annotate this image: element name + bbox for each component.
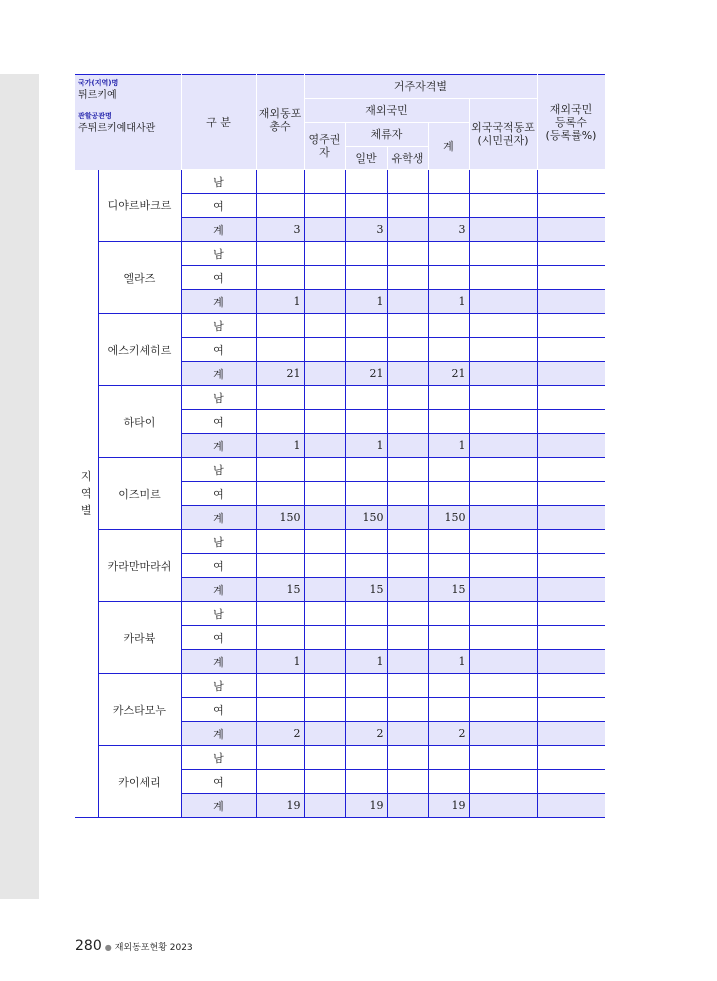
row-kind-label: 여: [181, 626, 256, 650]
empty-cell: [345, 698, 387, 722]
empty-cell: [469, 314, 537, 338]
row-kind-label: 계: [181, 434, 256, 458]
empty-cell: [469, 434, 537, 458]
empty-cell: [304, 386, 345, 410]
empty-cell: [537, 578, 605, 602]
empty-cell: [428, 314, 469, 338]
empty-cell: [428, 770, 469, 794]
empty-cell: [345, 626, 387, 650]
empty-cell: [537, 698, 605, 722]
empty-cell: [469, 458, 537, 482]
row-kind-label: 계: [181, 578, 256, 602]
table-row: [75, 314, 605, 338]
empty-cell: [537, 218, 605, 242]
residence-status-header: 거주자격별: [304, 75, 537, 99]
region-name: 하타이: [98, 386, 181, 458]
region-name: 에스키셰히르: [98, 314, 181, 386]
row-kind-label: 여: [181, 194, 256, 218]
empty-cell: [428, 386, 469, 410]
page-number: 280: [75, 938, 102, 954]
table-row: [75, 674, 605, 698]
region-name: 이즈미르: [98, 458, 181, 530]
row-kind-label: 여: [181, 410, 256, 434]
statistics-table: [75, 74, 606, 818]
empty-cell: [428, 194, 469, 218]
row-kind-label: 계: [181, 722, 256, 746]
mission-caption: 관할공관명: [78, 112, 112, 120]
foreign-header-line1: 외국국적동포: [471, 121, 535, 134]
empty-cell: [469, 506, 537, 530]
cell-total: 1: [256, 290, 304, 314]
cell-subtotal: 1: [428, 434, 469, 458]
empty-cell: [537, 794, 605, 818]
empty-cell: [256, 386, 304, 410]
empty-cell: [469, 698, 537, 722]
row-kind-label: 계: [181, 290, 256, 314]
empty-cell: [469, 602, 537, 626]
empty-cell: [428, 338, 469, 362]
empty-cell: [537, 602, 605, 626]
empty-cell: [304, 338, 345, 362]
empty-cell: [537, 722, 605, 746]
empty-cell: [537, 674, 605, 698]
empty-cell: [537, 554, 605, 578]
empty-cell: [304, 194, 345, 218]
empty-cell: [469, 242, 537, 266]
empty-cell: [469, 770, 537, 794]
empty-cell: [428, 746, 469, 770]
empty-cell: [304, 266, 345, 290]
empty-cell: [387, 170, 428, 194]
empty-cell: [469, 266, 537, 290]
empty-cell: [345, 674, 387, 698]
empty-cell: [345, 314, 387, 338]
empty-cell: [537, 530, 605, 554]
empty-cell: [304, 218, 345, 242]
table-row: [75, 458, 605, 482]
empty-cell: [304, 410, 345, 434]
permanent-header: 영주권자: [304, 123, 345, 170]
empty-cell: [304, 554, 345, 578]
cell-total: 15: [256, 578, 304, 602]
empty-cell: [256, 170, 304, 194]
student-header: 유학생: [387, 147, 428, 170]
empty-cell: [345, 410, 387, 434]
empty-cell: [387, 218, 428, 242]
empty-cell: [537, 266, 605, 290]
empty-cell: [256, 194, 304, 218]
empty-cell: [345, 266, 387, 290]
cell-subtotal: 21: [428, 362, 469, 386]
empty-cell: [387, 362, 428, 386]
region-name: 엘라즈: [98, 242, 181, 314]
empty-cell: [345, 770, 387, 794]
row-kind-label: 남: [181, 386, 256, 410]
empty-cell: [304, 578, 345, 602]
empty-cell: [469, 554, 537, 578]
empty-cell: [428, 554, 469, 578]
empty-cell: [256, 482, 304, 506]
empty-cell: [304, 506, 345, 530]
empty-cell: [387, 650, 428, 674]
empty-cell: [537, 770, 605, 794]
cell-total: 150: [256, 506, 304, 530]
empty-cell: [304, 170, 345, 194]
region-name: 카라만마라쉬: [98, 530, 181, 602]
empty-cell: [537, 242, 605, 266]
empty-cell: [428, 674, 469, 698]
empty-cell: [469, 626, 537, 650]
empty-cell: [428, 530, 469, 554]
empty-cell: [469, 386, 537, 410]
empty-cell: [304, 674, 345, 698]
header-corner: [75, 75, 181, 170]
empty-cell: [469, 362, 537, 386]
empty-cell: [537, 626, 605, 650]
empty-cell: [387, 266, 428, 290]
general-header: 일반: [345, 147, 387, 170]
cell-total: 21: [256, 362, 304, 386]
table-row: [75, 242, 605, 266]
empty-cell: [428, 242, 469, 266]
cell-general: 19: [345, 794, 387, 818]
sojourner-header: 체류자: [345, 123, 428, 147]
row-kind-label: 남: [181, 458, 256, 482]
empty-cell: [537, 482, 605, 506]
empty-cell: [469, 650, 537, 674]
empty-cell: [387, 242, 428, 266]
row-kind-label: 남: [181, 674, 256, 698]
empty-cell: [387, 458, 428, 482]
foreign-header: [469, 99, 537, 170]
cell-total: 2: [256, 722, 304, 746]
empty-cell: [304, 362, 345, 386]
total-header-line1: 재외동포: [258, 107, 302, 120]
empty-cell: [387, 506, 428, 530]
cell-subtotal: 150: [428, 506, 469, 530]
row-kind-label: 남: [181, 242, 256, 266]
empty-cell: [469, 290, 537, 314]
empty-cell: [428, 602, 469, 626]
empty-cell: [387, 578, 428, 602]
table-row: [75, 602, 605, 626]
empty-cell: [537, 434, 605, 458]
empty-cell: [428, 626, 469, 650]
row-kind-label: 계: [181, 506, 256, 530]
row-kind-label: 여: [181, 338, 256, 362]
empty-cell: [345, 386, 387, 410]
empty-cell: [304, 530, 345, 554]
region-name: 디야르바크르: [98, 170, 181, 242]
empty-cell: [304, 650, 345, 674]
region-name: 카이세리: [98, 746, 181, 818]
empty-cell: [304, 242, 345, 266]
row-kind-label: 계: [181, 650, 256, 674]
cell-general: 21: [345, 362, 387, 386]
empty-cell: [256, 242, 304, 266]
table-row: [75, 170, 605, 194]
empty-cell: [537, 650, 605, 674]
empty-cell: [256, 626, 304, 650]
empty-cell: [345, 554, 387, 578]
empty-cell: [537, 386, 605, 410]
group-label: [75, 170, 98, 818]
cell-general: 1: [345, 434, 387, 458]
registered-header-line1: 재외국민: [549, 102, 593, 116]
row-kind-label: 남: [181, 530, 256, 554]
empty-cell: [345, 746, 387, 770]
empty-cell: [469, 578, 537, 602]
empty-cell: [469, 674, 537, 698]
row-kind-label: 남: [181, 170, 256, 194]
empty-cell: [256, 530, 304, 554]
empty-cell: [537, 362, 605, 386]
empty-cell: [387, 626, 428, 650]
empty-cell: [537, 458, 605, 482]
empty-cell: [304, 458, 345, 482]
empty-cell: [256, 410, 304, 434]
empty-cell: [345, 602, 387, 626]
cell-subtotal: 1: [428, 650, 469, 674]
empty-cell: [387, 314, 428, 338]
side-margin-strip: [0, 74, 39, 899]
empty-cell: [304, 602, 345, 626]
empty-cell: [256, 554, 304, 578]
nationals-header: 재외국민: [304, 99, 469, 123]
cell-total: 1: [256, 434, 304, 458]
empty-cell: [537, 338, 605, 362]
cell-total: 19: [256, 794, 304, 818]
empty-cell: [387, 194, 428, 218]
empty-cell: [387, 722, 428, 746]
empty-cell: [304, 770, 345, 794]
empty-cell: [387, 410, 428, 434]
empty-cell: [387, 794, 428, 818]
empty-cell: [304, 290, 345, 314]
empty-cell: [387, 698, 428, 722]
empty-cell: [345, 482, 387, 506]
empty-cell: [469, 746, 537, 770]
row-kind-label: 여: [181, 266, 256, 290]
empty-cell: [469, 338, 537, 362]
empty-cell: [304, 434, 345, 458]
empty-cell: [387, 290, 428, 314]
region-name: 카라뷱: [98, 602, 181, 674]
country-name: 튀르키예: [78, 90, 117, 101]
row-kind-label: 여: [181, 554, 256, 578]
empty-cell: [304, 698, 345, 722]
empty-cell: [387, 434, 428, 458]
cell-general: 15: [345, 578, 387, 602]
group-label-char: 지: [80, 469, 92, 483]
country-caption: 국가(지역)명: [78, 79, 119, 87]
row-kind-label: 남: [181, 314, 256, 338]
empty-cell: [469, 530, 537, 554]
empty-cell: [304, 794, 345, 818]
empty-cell: [345, 530, 387, 554]
empty-cell: [387, 530, 428, 554]
cell-subtotal: 1: [428, 290, 469, 314]
empty-cell: [428, 698, 469, 722]
empty-cell: [387, 602, 428, 626]
registered-header: [537, 75, 605, 170]
empty-cell: [256, 746, 304, 770]
cell-general: 1: [345, 650, 387, 674]
cell-general: 1: [345, 290, 387, 314]
row-kind-label: 여: [181, 770, 256, 794]
empty-cell: [387, 482, 428, 506]
empty-cell: [345, 338, 387, 362]
empty-cell: [304, 746, 345, 770]
empty-cell: [469, 194, 537, 218]
bullet-icon: ●: [104, 943, 112, 952]
row-kind-label: 계: [181, 794, 256, 818]
empty-cell: [304, 314, 345, 338]
cell-general: 3: [345, 218, 387, 242]
empty-cell: [256, 698, 304, 722]
empty-cell: [387, 386, 428, 410]
empty-cell: [428, 266, 469, 290]
empty-cell: [469, 170, 537, 194]
gubun-header: 구 분: [181, 75, 256, 170]
cell-subtotal: 19: [428, 794, 469, 818]
table-row: [75, 530, 605, 554]
region-name: 카스타모누: [98, 674, 181, 746]
page-footer: [75, 938, 193, 954]
group-label-char: 역: [80, 486, 92, 500]
row-kind-label: 계: [181, 362, 256, 386]
empty-cell: [345, 194, 387, 218]
empty-cell: [256, 314, 304, 338]
empty-cell: [537, 746, 605, 770]
empty-cell: [345, 458, 387, 482]
empty-cell: [428, 170, 469, 194]
table-row: [75, 386, 605, 410]
cell-subtotal: 15: [428, 578, 469, 602]
empty-cell: [387, 674, 428, 698]
empty-cell: [387, 554, 428, 578]
registered-header-line3: (등록률%): [545, 128, 597, 142]
empty-cell: [387, 770, 428, 794]
cell-total: 3: [256, 218, 304, 242]
empty-cell: [345, 242, 387, 266]
empty-cell: [256, 674, 304, 698]
empty-cell: [469, 794, 537, 818]
row-kind-label: 남: [181, 602, 256, 626]
empty-cell: [469, 218, 537, 242]
empty-cell: [256, 458, 304, 482]
empty-cell: [304, 722, 345, 746]
table-row: [75, 746, 605, 770]
empty-cell: [304, 626, 345, 650]
empty-cell: [469, 722, 537, 746]
mission-name: 주튀르키예대사관: [78, 123, 156, 134]
book-title: 재외동포현황 2023: [114, 943, 193, 953]
empty-cell: [387, 338, 428, 362]
empty-cell: [469, 482, 537, 506]
row-kind-label: 계: [181, 218, 256, 242]
row-kind-label: 여: [181, 698, 256, 722]
registered-header-line2: 등록수: [555, 115, 587, 129]
empty-cell: [428, 482, 469, 506]
cell-total: 1: [256, 650, 304, 674]
empty-cell: [537, 314, 605, 338]
empty-cell: [428, 410, 469, 434]
total-header-line2: 총수: [269, 120, 291, 133]
empty-cell: [469, 410, 537, 434]
empty-cell: [304, 482, 345, 506]
total-header: [256, 75, 304, 170]
cell-general: 2: [345, 722, 387, 746]
empty-cell: [537, 170, 605, 194]
empty-cell: [256, 266, 304, 290]
empty-cell: [428, 458, 469, 482]
subtotal-header: 계: [428, 123, 469, 170]
group-label-char: 별: [80, 503, 92, 517]
empty-cell: [537, 194, 605, 218]
empty-cell: [256, 770, 304, 794]
empty-cell: [537, 506, 605, 530]
row-kind-label: 여: [181, 482, 256, 506]
foreign-header-line2: (시민권자): [477, 134, 529, 147]
empty-cell: [256, 602, 304, 626]
empty-cell: [256, 338, 304, 362]
cell-general: 150: [345, 506, 387, 530]
empty-cell: [345, 170, 387, 194]
empty-cell: [537, 410, 605, 434]
cell-subtotal: 3: [428, 218, 469, 242]
row-kind-label: 남: [181, 746, 256, 770]
cell-subtotal: 2: [428, 722, 469, 746]
empty-cell: [387, 746, 428, 770]
empty-cell: [537, 290, 605, 314]
